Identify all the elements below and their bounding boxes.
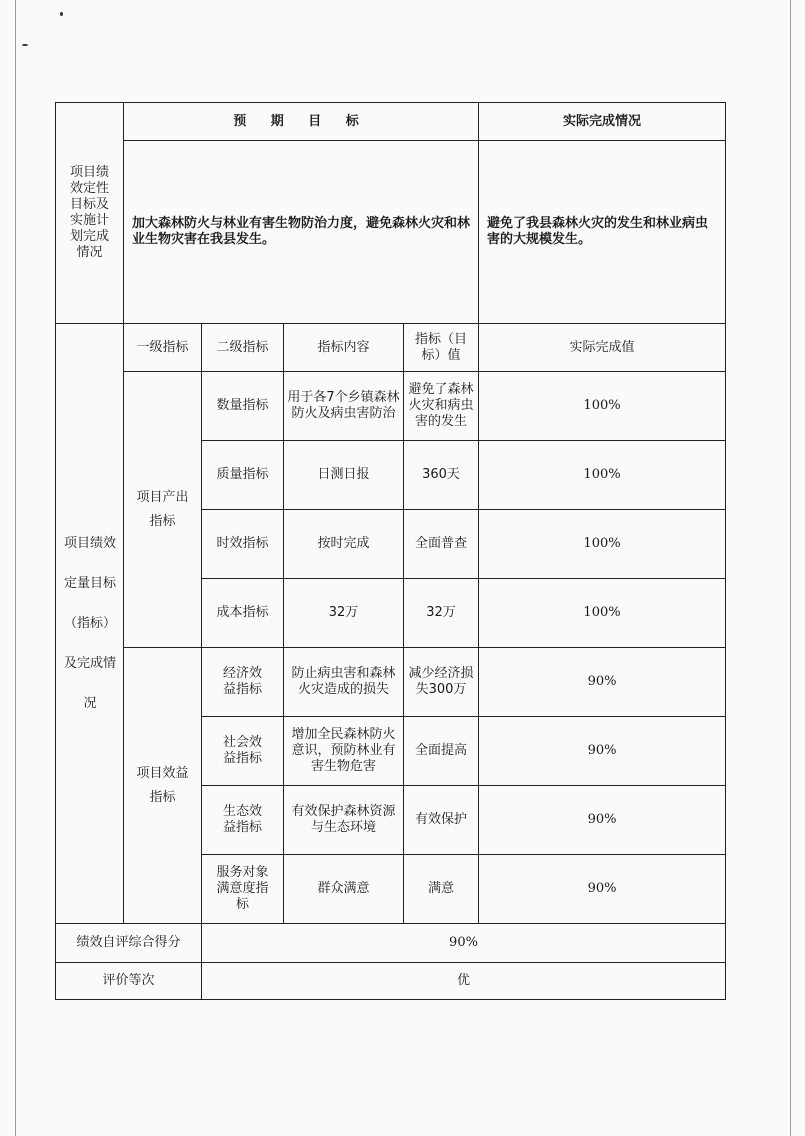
actual-cell: 90%	[479, 717, 726, 786]
actual-completion-text: 避免了我县森林火灾的发生和林业病虫害的大规模发生。	[479, 141, 726, 324]
target-cell: 减少经济损失300万	[404, 648, 479, 717]
performance-table	[55, 102, 726, 1000]
level2-cell: 质量指标	[202, 441, 284, 510]
scan-edge-left	[15, 0, 16, 1136]
grade-value: 优	[202, 963, 726, 1000]
content-cell: 用于各7个乡镇森林防火及病虫害防治	[284, 372, 404, 441]
table-row	[56, 372, 726, 441]
content-cell: 按时完成	[284, 510, 404, 579]
column-header-target: 指标（目标）值	[404, 324, 479, 372]
target-cell: 全面提高	[404, 717, 479, 786]
target-cell: 避免了森林火灾和病虫害的发生	[404, 372, 479, 441]
table-row	[56, 648, 726, 717]
level1-benefit-indicator: 项目效益指标	[124, 648, 202, 924]
expected-goal-text: 加大森林防火与林业有害生物防治力度，避免森林火灾和林业生物灾害在我县发生。	[124, 141, 479, 324]
actual-cell: 100%	[479, 579, 726, 648]
score-value: 90%	[202, 924, 726, 963]
actual-cell: 90%	[479, 855, 726, 924]
actual-cell: 100%	[479, 510, 726, 579]
actual-cell: 90%	[479, 648, 726, 717]
level2-cell: 成本指标	[202, 579, 284, 648]
level2-cell: 时效指标	[202, 510, 284, 579]
scan-speck	[60, 12, 63, 16]
scan-speck	[22, 44, 28, 46]
level1-output-indicator: 项目产出指标	[124, 372, 202, 648]
level2-cell: 经济效益指标	[202, 648, 284, 717]
content-cell: 增加全民森林防火意识，预防林业有害生物危害	[284, 717, 404, 786]
actual-cell: 90%	[479, 786, 726, 855]
target-cell: 满意	[404, 855, 479, 924]
grade-label: 评价等次	[56, 963, 202, 1000]
content-cell: 群众满意	[284, 855, 404, 924]
content-cell: 32万	[284, 579, 404, 648]
content-cell: 防止病虫害和森林火灾造成的损失	[284, 648, 404, 717]
target-cell: 全面普查	[404, 510, 479, 579]
actual-completion-header: 实际完成情况	[479, 103, 726, 141]
column-header-actual: 实际完成值	[479, 324, 726, 372]
content-cell: 有效保护森林资源与生态环境	[284, 786, 404, 855]
qualitative-section-label: 项目绩效定性目标及实施计划完成情况	[56, 103, 124, 324]
level2-cell: 数量指标	[202, 372, 284, 441]
target-cell: 360天	[404, 441, 479, 510]
column-header-content: 指标内容	[284, 324, 404, 372]
expected-goal-header: 预 期 目 标	[124, 103, 479, 141]
target-cell: 32万	[404, 579, 479, 648]
content-cell: 日测日报	[284, 441, 404, 510]
actual-cell: 100%	[479, 441, 726, 510]
level2-cell: 社会效益指标	[202, 717, 284, 786]
scan-edge-right	[790, 0, 791, 1136]
score-label: 绩效自评综合得分	[56, 924, 202, 963]
quantitative-section-label: 项目绩效定量目标（指标）及完成情况	[56, 324, 124, 924]
target-cell: 有效保护	[404, 786, 479, 855]
level2-cell: 生态效益指标	[202, 786, 284, 855]
column-header-level1: 一级指标	[124, 324, 202, 372]
column-header-level2: 二级指标	[202, 324, 284, 372]
actual-cell: 100%	[479, 372, 726, 441]
level2-cell: 服务对象满意度指标	[202, 855, 284, 924]
